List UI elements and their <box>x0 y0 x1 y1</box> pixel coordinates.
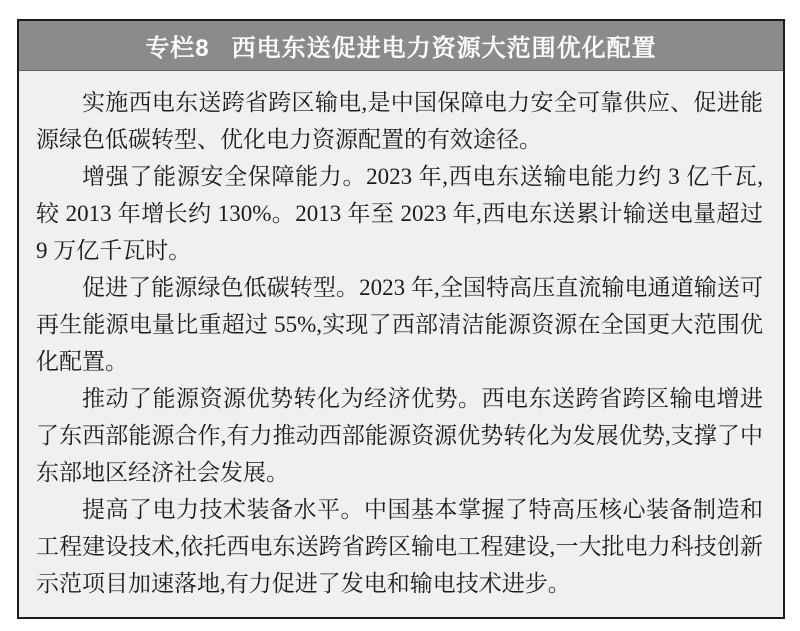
paragraph-intro: 实施西电东送跨省跨区输电,是中国保障电力安全可靠供应、促进能源绿色低碳转型、优化电力资源配置的有效途径。 <box>36 90 763 152</box>
column-box <box>17 19 785 619</box>
paragraph-green-transition: 促进了能源绿色低碳转型。2023 年,全国特高压直流输电通道输送可再生能源电量比重超过 55%,实现了西部清洁能源资源在全国更大范围优化配置。 <box>36 275 763 374</box>
paragraph-energy-security: 增强了能源安全保障能力。2023 年,西电东送输电能力约 3 亿千瓦,较 2013 年增长约 130%。2013 年至 2023 年,西电东送累计输送电量超过 9 万亿千瓦时。 <box>36 164 763 263</box>
column-box-header <box>19 21 783 71</box>
column-box-body <box>19 71 783 602</box>
paragraph-economic-advantage: 推动了能源资源优势转化为经济优势。西电东送跨省跨区输电增进了东西部能源合作,有力推动西部能源资源优势转化为发展优势,支撑了中东部地区经济社会发展。 <box>36 386 763 485</box>
column-number-label: 专栏8 <box>145 35 210 62</box>
paragraph-technology-level: 提高了电力技术装备水平。中国基本掌握了特高压核心装备制造和工程建设技术,依托西电东送跨省跨区输电工程建设,一大批电力科技创新示范项目加速落地,有力促进了发电和输电技术进步。 <box>36 497 763 596</box>
column-title: 西电东送促进电力资源大范围优化配置 <box>231 35 657 62</box>
